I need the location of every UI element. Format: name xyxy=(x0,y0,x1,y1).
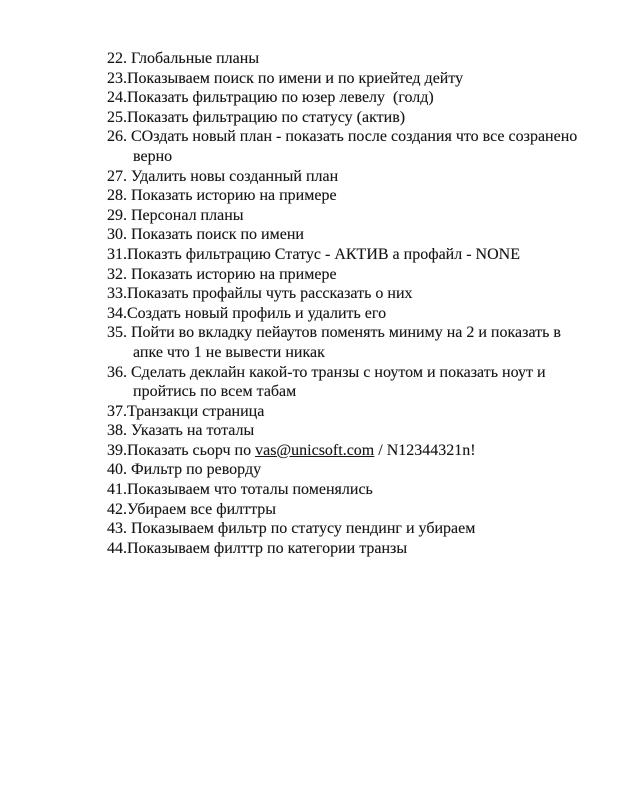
list-item-line: 38. Указать на тоталы xyxy=(107,422,255,440)
list-item-line: 22. Глобальные планы xyxy=(107,50,260,67)
list-item-line: 37.Транзакци страница xyxy=(107,402,265,420)
list-item-line: 24.Показать фильтрацию по юзер левелу (голд) xyxy=(107,89,434,107)
list-item-text: / N12344321n! xyxy=(374,441,476,459)
list-item xyxy=(107,421,617,441)
list-item-line: 43. Показываем фильтр по статусу пендинг и убираем xyxy=(107,520,476,538)
email-link[interactable]: vas@unicsoft.com xyxy=(255,441,375,459)
list-item xyxy=(107,441,617,461)
list-item-text: 39.Показать сьорч по xyxy=(107,441,256,459)
list-item-line: 26. СОздать новый план - показать после создания что все созранено xyxy=(107,128,578,146)
list-item xyxy=(107,108,617,128)
list-item-line: 29. Персонал планы xyxy=(107,206,244,224)
list-item xyxy=(107,49,617,69)
list-item-line: 30. Показать поиск по имени xyxy=(107,226,304,244)
list-item-line: 40. Фильтр по реворду xyxy=(107,461,262,479)
list-item-line: 41.Показываем что тоталы поменялись xyxy=(107,481,373,499)
list-item xyxy=(107,500,617,520)
list-item xyxy=(107,519,617,539)
list-item-line: 31.Показть фильтрацию Статус - АКТИВ а профайл - NONE xyxy=(107,245,520,263)
list-item xyxy=(107,284,617,304)
list-item xyxy=(107,167,617,187)
list-item-line: 25.Показать фильтрацию по статусу (актив) xyxy=(107,108,406,126)
list-item-line: 34.Создать новый профиль и удалить его xyxy=(107,304,387,322)
list-item-line: 32. Показать историю на примере xyxy=(107,265,337,283)
list-item-line: 42.Убираем все филттры xyxy=(107,500,277,518)
list-item xyxy=(107,88,617,108)
list-item xyxy=(107,363,617,402)
list-item xyxy=(107,225,617,245)
task-list xyxy=(107,49,617,558)
list-item-line: 33.Показать профайлы чуть рассказать о них xyxy=(107,285,413,303)
list-item xyxy=(107,304,617,324)
list-item-line: апке что 1 не вывести никак xyxy=(133,343,325,361)
list-item-line: пройтись по всем табам xyxy=(133,383,297,401)
list-item-line: 36. Сделать деклайн какой-то транзы с ноутом и показать ноут и xyxy=(107,363,546,381)
list-item xyxy=(107,402,617,422)
list-item xyxy=(107,480,617,500)
list-item xyxy=(107,323,617,362)
list-item-line: 27. Удалить новы созданный план xyxy=(107,167,339,185)
list-item xyxy=(107,127,617,166)
list-item-line: 44.Показываем филттр по категории транзы xyxy=(107,539,408,557)
list-item xyxy=(107,539,617,559)
list-item xyxy=(107,186,617,206)
list-item xyxy=(107,265,617,285)
list-item xyxy=(107,69,617,89)
list-item xyxy=(107,245,617,265)
list-item-line: 28. Показать историю на примере xyxy=(107,187,337,205)
list-item-line xyxy=(107,441,617,461)
list-item-line: 35. Пойти во вкладку пейаутов поменять миниму на 2 и показать в xyxy=(107,324,561,342)
list-item-line: 23.Показываем поиск по имени и по криейтед дейту xyxy=(107,69,464,87)
list-item-line: верно xyxy=(133,147,173,165)
list-item xyxy=(107,206,617,226)
list-item xyxy=(107,460,617,480)
